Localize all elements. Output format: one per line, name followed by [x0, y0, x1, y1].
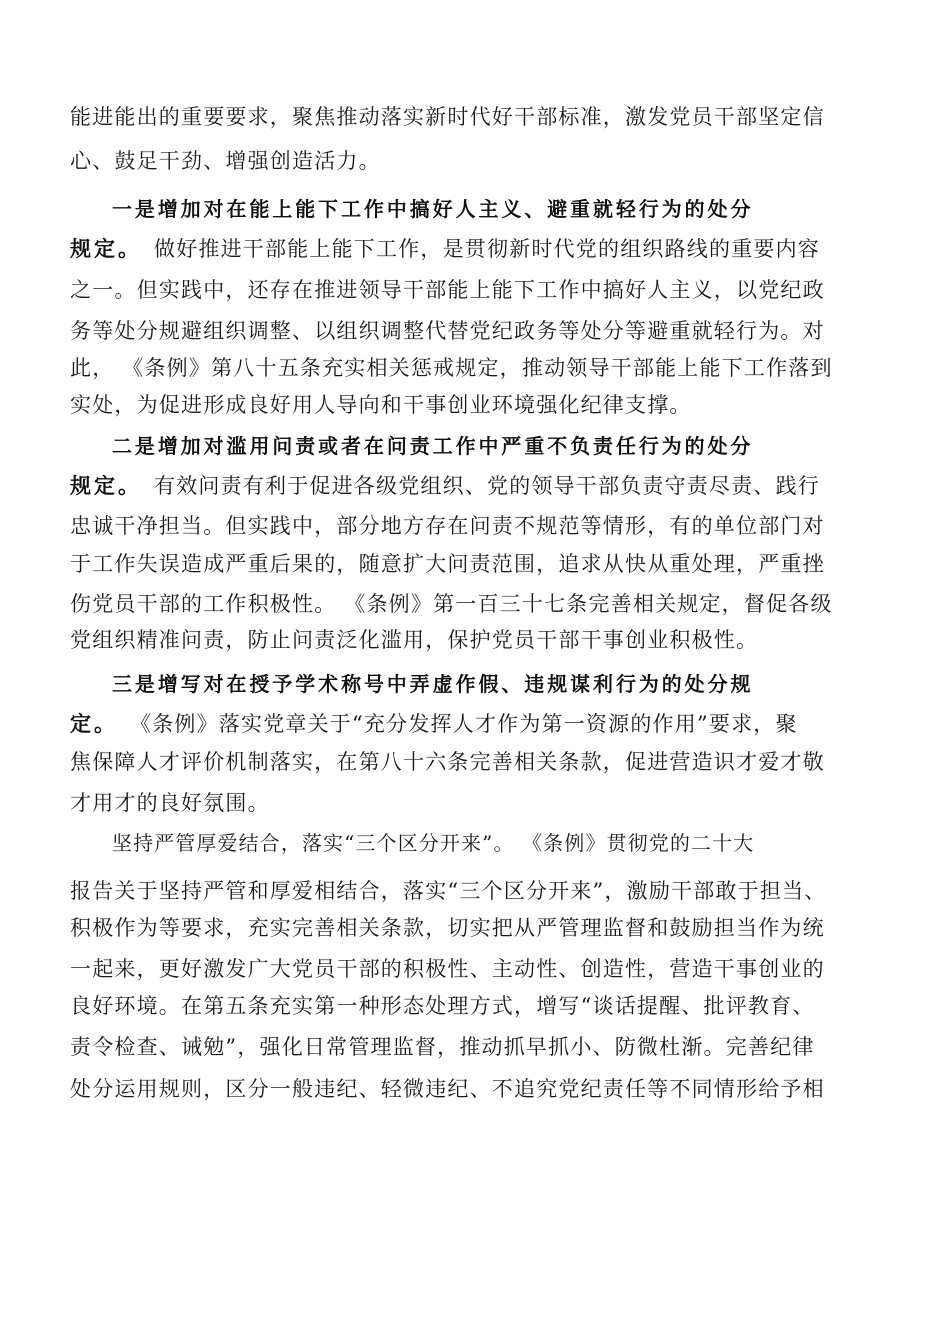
paragraph-text-line: 处分运用规则，区分一般违纪、轻微违纪、不追究党纪责任等不同情形给予相	[70, 1077, 825, 1101]
paragraph-text-line: 能进能出的重要要求，聚焦推动落实新时代好干部标准，激发党员干部坚定信	[70, 105, 825, 129]
paragraph-text-line: 心、鼓足干劲、增强创造活力。	[70, 149, 381, 173]
paragraph-text-line: 实处，为促进形成良好用人导向和干事创业环境强化纪律支撑。	[70, 393, 692, 417]
section-heading: 一是增加对在能上能下工作中搞好人主义、避重就轻行为的处分	[112, 198, 754, 221]
paragraph-line-with-heading	[70, 235, 880, 263]
paragraph-text: 有效问责有利于促进各级党组织、党的领导干部负责守责尽责、践行	[154, 474, 820, 498]
paragraph-text-line: 责令检查、诫勉”，强化日常管理监督，推动抓早抓小、防微杜渐。完善纪律	[70, 1035, 815, 1059]
paragraph-text-line: 才用才的良好氛围。	[70, 791, 270, 815]
section-heading: 三是增写对在授予学术称号中弄虚作假、违规谋利行为的处分规	[112, 673, 754, 696]
paragraph-text-line: 良好环境。在第五条充实第一种形态处理方式，增写“谈话提醒、批评教育、	[70, 994, 815, 1018]
paragraph-text-line: 一起来，更好激发广大党员干部的积极性、主动性、创造性，营造干事创业的	[70, 957, 825, 981]
paragraph-text-line: 伤党员干部的工作积极性。 《条例》第一百三十七条完善相关规定，督促各级	[70, 592, 833, 616]
paragraph-text-line: 于工作失误造成严重后果的，随意扩大问责范围，追求从快从重处理，严重挫	[70, 552, 825, 576]
paragraph-line-with-heading	[70, 710, 880, 738]
paragraph-text: 做好推进干部能上能下工作，是贯彻新时代党的组织路线的重要内容	[154, 237, 820, 261]
paragraph-text-line: 此， 《条例》第八十五条充实相关惩戒规定，推动领导干部能上能下工作落到	[70, 356, 833, 380]
section-heading-end: 规定。	[70, 474, 142, 498]
paragraph-text-line: 积极作为等要求，充实完善相关条款，切实把从严管理监督和鼓励担当作为统	[70, 916, 825, 940]
section-heading-end: 定。	[70, 712, 118, 736]
section-heading: 二是增加对滥用问责或者在问责工作中严重不负责任行为的处分	[112, 435, 754, 458]
paragraph-text-line: 党组织精准问责，防止问责泛化滥用，保护党员干部干事创业积极性。	[70, 628, 759, 652]
paragraph-text-line: 忠诚干净担当。但实践中，部分地方存在问责不规范等情形，有的单位部门对	[70, 514, 825, 538]
paragraph-text-line: 坚持严管厚爱结合，落实“三个区分开来”。 《条例》贯彻党的二十大	[112, 832, 755, 855]
paragraph-text-line: 务等处分规避组织调整、以组织调整代替党纪政务等处分等避重就轻行为。对	[70, 319, 825, 343]
paragraph-text-line: 焦保障人才评价机制落实，在第八十六条完善相关条款，促进营造识才爱才敬	[70, 750, 825, 774]
paragraph-text-line: 之一。但实践中，还存在推进领导干部能上能下工作中搞好人主义，以党纪政	[70, 278, 825, 302]
paragraph-text: 《条例》落实党章关于“充分发挥人才作为第一资源的作用”要求，聚	[130, 712, 798, 736]
paragraph-line-with-heading	[70, 472, 880, 500]
paragraph-text-line: 报告关于坚持严管和厚爱相结合，落实“三个区分开来”，激励干部敢于担当、	[70, 879, 827, 903]
section-heading-end: 规定。	[70, 237, 142, 261]
